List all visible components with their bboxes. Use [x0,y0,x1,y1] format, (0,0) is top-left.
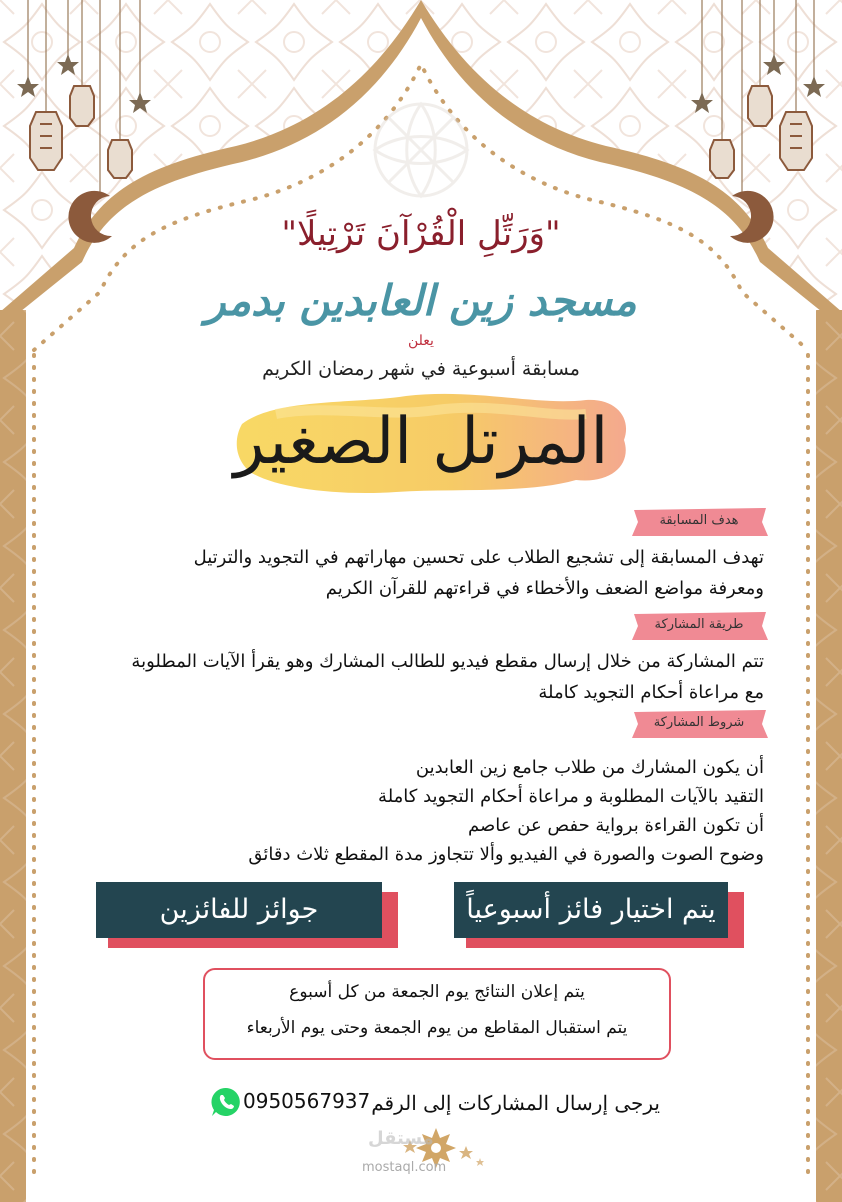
method-line: تتم المشاركة من خلال إرسال مقطع فيديو للطالب المشارك وهو يقرأ الآيات المطلوبة [131,651,764,672]
condition-line: أن يكون المشارك من طلاب جامع زين العابدين [415,757,764,778]
announces-text: يعلن [408,333,434,349]
lanterns-right [662,0,842,250]
weekly-winner-box: يتم اختيار فائز أسبوعياً [454,882,728,938]
watermark-text: mostaql.com [362,1160,447,1175]
section-tag-conditions: شروط المشاركة [653,715,745,730]
competition-title: المرتل الصغير [233,405,609,479]
submission-window: يتم استقبال المقاطع من يوم الجمعة وحتى يوم الأربعاء [246,1018,628,1038]
condition-line: وضوح الصوت والصورة في الفيديو وألا تتجاوز مدة المقطع ثلاث دقائق [248,844,764,865]
goal-line: ومعرفة مواضع الضعف والأخطاء في قراءتهم للقرآن الكريم [325,578,764,599]
lanterns-left [0,0,180,250]
mosque-name: مسجد زين العابدين بدمر [205,276,637,325]
competition-subtitle: مسابقة أسبوعية في شهر رمضان الكريم [262,358,580,380]
condition-line: أن تكون القراءة برواية حفص عن عاصم [468,815,764,836]
method-line: مع مراعاة أحكام التجويد كاملة [538,682,764,703]
condition-line: التقيد بالآيات المطلوبة و مراعاة أحكام التجويد كاملة [378,786,764,807]
quran-verse: "وَرَتِّلِ الْقُرْآنَ تَرْتِيلًا" [281,214,561,254]
section-tag-goal: هدف المسابقة [659,513,739,528]
contact-text: يرجى إرسال المشاركات إلى الرقم [371,1091,660,1115]
lantern-icon [710,86,812,178]
phone-number[interactable]: 0950567937 [243,1089,371,1113]
watermark-logo-text: مستقل [368,1128,434,1149]
prizes-box: جوائز للفائزين [96,882,382,938]
goal-line: تهدف المسابقة إلى تشجيع الطلاب على تحسين مهاراتهم في التجويد والترتيل [193,547,764,568]
lantern-icon [30,86,132,178]
section-tag-method: طريقة المشاركة [654,617,744,632]
results-announcement: يتم إعلان النتائج يوم الجمعة من كل أسبوع [289,982,585,1002]
whatsapp-icon[interactable] [210,1086,242,1118]
